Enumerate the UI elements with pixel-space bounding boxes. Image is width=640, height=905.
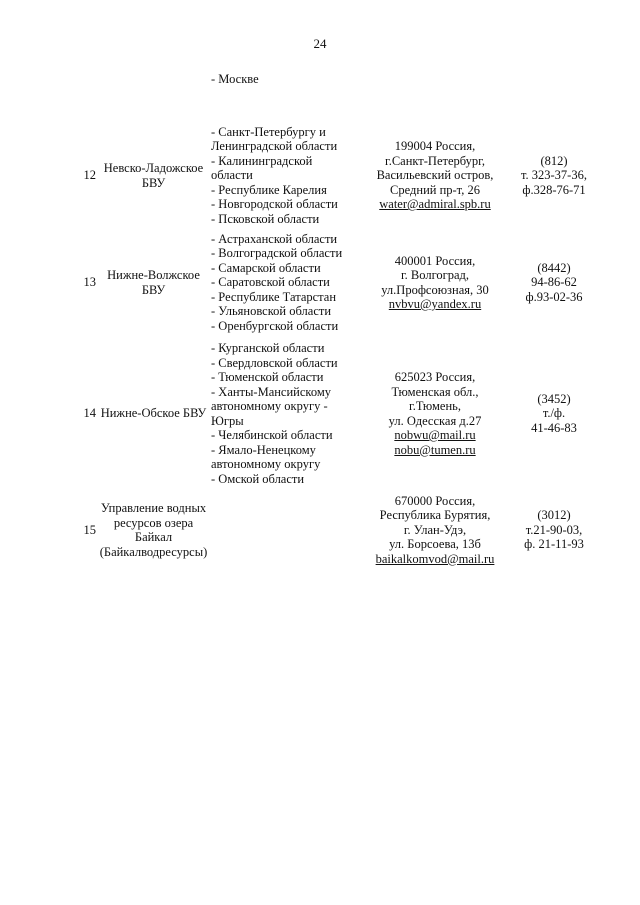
phone-block-line: ф. 21-11-93 <box>524 537 584 552</box>
organization-name <box>96 231 211 334</box>
email-link[interactable]: nobwu@mail.ru <box>394 428 476 442</box>
regions-list-line: - Оренбургской области <box>211 318 339 333</box>
phone-block-line: 94-86-62 <box>531 275 577 290</box>
phone-block <box>509 340 599 487</box>
email-link[interactable]: nvbvu@yandex.ru <box>388 297 482 311</box>
organization-name-line: Управление водных <box>100 501 207 515</box>
address-block <box>361 124 509 227</box>
email-link[interactable]: nobu@tumen.ru <box>394 442 476 457</box>
phone-block-line: (8442) <box>537 260 571 275</box>
regions-list-line: - Ханты-Мансийскому <box>211 384 332 399</box>
address-block-line: 625023 Россия, <box>394 370 476 384</box>
address-block-line: 199004 Россия, <box>394 139 476 154</box>
regions-list-line: - Свердловской области <box>211 355 338 370</box>
organization-name <box>96 491 211 569</box>
organization-name-line: ресурсов озера <box>113 515 194 530</box>
regions-list-line: автономному округу - <box>211 399 328 413</box>
table-row-14 <box>70 340 600 487</box>
organization-name-line: (Байкалводресурсы) <box>99 544 208 559</box>
regions-list-line: - Курганской области <box>211 341 325 355</box>
phone-block-line: т.21-90-03, <box>525 522 583 537</box>
regions-list-line: - Челябинской области <box>211 428 333 442</box>
phone-block-line: (3012) <box>537 508 571 523</box>
regions-list <box>211 231 361 334</box>
organization-name-line: БВУ <box>141 282 166 297</box>
address-block <box>361 491 509 569</box>
regions-list-line: Югры <box>211 413 244 428</box>
phone-block <box>509 124 599 227</box>
address-block-line: Васильевский остров, <box>376 168 494 183</box>
row-number-line: 12 <box>83 168 96 183</box>
row-number <box>70 491 96 569</box>
regions-list-line: - Саратовской области <box>211 275 330 290</box>
address-block-line: 670000 Россия, <box>394 493 476 508</box>
regions-list-line: - Санкт-Петербургу и <box>211 124 326 139</box>
address-block <box>361 340 509 487</box>
email-link[interactable]: water@admiral.spb.ru <box>379 197 491 212</box>
regions-list-line: - Тюменской области <box>211 370 324 384</box>
organization-name-line: Нижне-Обское БВУ <box>100 406 207 421</box>
phone-block-line: т. 323-37-36, <box>521 168 587 183</box>
address-block-line: Республика Бурятия, <box>379 508 491 523</box>
regions-list <box>211 124 361 227</box>
regions-list-line: - Астраханской области <box>211 231 338 246</box>
phone-block-line: (3452) <box>537 391 571 406</box>
address-block-line: Средний пр-т, 26 <box>390 182 480 197</box>
phone-block-line: ф.93-02-36 <box>525 289 583 304</box>
row-number-line: 15 <box>83 522 96 537</box>
address-block-line: ул. Борсоева, 13б <box>389 537 481 552</box>
phone-block-line: ф.328-76-71 <box>522 182 586 197</box>
regions-list-line: - Республике Татарстан <box>211 289 337 304</box>
page-number: 24 <box>313 36 327 51</box>
address-block-line: г.Тюмень, <box>408 399 461 413</box>
regions-list-line: автономному округу <box>211 457 321 471</box>
phone-block <box>509 491 599 569</box>
regions-list-line: - Волгоградской области <box>211 246 343 261</box>
organization-name-line: Байкал <box>134 530 173 544</box>
address-block-line: ул.Профсоюзная, 30 <box>381 282 489 297</box>
address-block <box>361 231 509 334</box>
phone-block-line: 41-46-83 <box>531 420 577 435</box>
regions-list-line: - Калининградской <box>211 153 313 168</box>
row-number <box>70 124 96 227</box>
organization-name-line: БВУ <box>141 175 166 190</box>
address-block-line: г. Улан-Удэ, <box>403 522 467 537</box>
regions-list-line: - Самарской области <box>211 260 321 275</box>
email-link[interactable]: baikalkomvod@mail.ru <box>375 551 495 566</box>
organization-name-line: Невско-Ладожское <box>103 161 204 175</box>
table-row-15 <box>70 491 600 569</box>
regions-list-line: Ленинградской области <box>211 139 338 154</box>
address-block-line: г. Волгоград, <box>400 268 470 282</box>
address-block-line: г.Санкт-Петербург, <box>384 153 485 168</box>
address-block-line: Тюменская обл., <box>391 384 479 399</box>
row-number <box>70 231 96 334</box>
regions-list-line: - Республике Карелия <box>211 182 327 197</box>
row-number-line: 13 <box>83 275 96 290</box>
organization-name <box>96 340 211 487</box>
table-row-12 <box>70 124 600 227</box>
address-block-line: 400001 Россия, <box>394 253 476 268</box>
phone-block <box>509 231 599 334</box>
phone-block-line: (812) <box>540 153 568 168</box>
prev-region-text: - Москве <box>211 72 259 86</box>
regions-list <box>211 340 361 487</box>
row-number <box>70 340 96 487</box>
regions-list-line: - Ямало-Ненецкому <box>211 442 316 457</box>
regions-list-line: - Омской области <box>211 471 305 486</box>
regions-list-line: - Ульяновской области <box>211 304 332 319</box>
regions-list-line: области <box>211 168 253 183</box>
regions-list <box>211 491 361 569</box>
regions-list-line: - Псковской области <box>211 211 320 226</box>
organization-name-line: Нижне-Волжское <box>107 268 200 282</box>
organization-name <box>96 124 211 227</box>
regions-list-line: - Новгородской области <box>211 197 338 212</box>
row-number-line: 14 <box>83 406 96 421</box>
table-row-13 <box>70 231 600 334</box>
address-block-line: ул. Одесская д.27 <box>388 413 482 428</box>
phone-block-line: т./ф. <box>542 406 566 421</box>
